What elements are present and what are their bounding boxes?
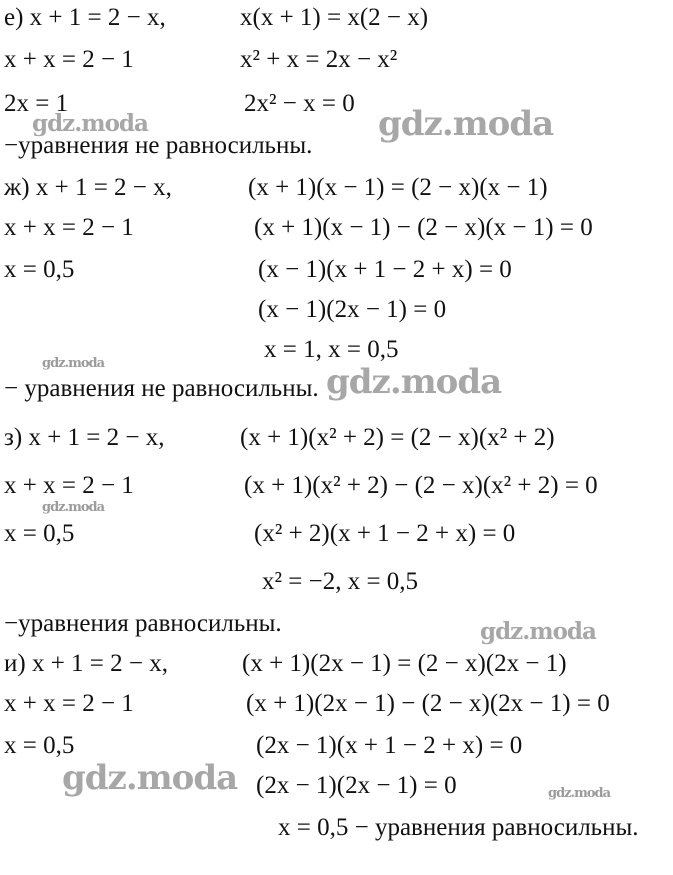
eq-zh-right-3: (x − 1)(x + 1 − 2 + x) = 0 <box>258 256 512 283</box>
eq-i-right-3: (2x − 1)(x + 1 − 2 + x) = 0 <box>256 732 523 759</box>
eq-z-right-1: (x + 1)(x² + 2) = (2 − x)(x² + 2) <box>240 424 555 451</box>
watermark-text: gdz.moda <box>548 786 611 801</box>
eq-z-right-3: (x² + 2)(x + 1 − 2 + x) = 0 <box>254 520 516 547</box>
eq-z-left-3: x = 0,5 <box>4 520 75 547</box>
eq-z-conclusion: −уравнения равносильны. <box>4 610 282 637</box>
eq-z-right-2: (x + 1)(x² + 2) − (2 − x)(x² + 2) = 0 <box>244 472 598 499</box>
watermark-text: gdz.moda <box>480 618 596 645</box>
eq-zh-right-2: (x + 1)(x − 1) − (2 − x)(x − 1) = 0 <box>254 214 593 241</box>
eq-zh-label: ж) x + 1 = 2 − x, <box>4 174 172 201</box>
eq-zh-right-5: x = 1, x = 0,5 <box>264 336 399 363</box>
eq-zh-left-3: x = 0,5 <box>4 256 75 283</box>
eq-e-left-2: x + x = 2 − 1 <box>4 46 134 73</box>
eq-zh-right-1: (x + 1)(x − 1) = (2 − x)(x − 1) <box>248 174 548 201</box>
watermark-text: gdz.moda <box>378 104 554 144</box>
eq-i-left-3: x = 0,5 <box>4 732 75 759</box>
eq-e-right-1: x(x + 1) = x(2 − x) <box>240 4 429 31</box>
eq-zh-left-2: x + x = 2 − 1 <box>4 214 134 241</box>
watermark-text: gdz.moda <box>62 758 238 798</box>
watermark-text: gdz.moda <box>326 362 502 402</box>
eq-e-conclusion: −уравнения не равносильны. <box>4 132 313 159</box>
eq-zh-right-4: (x − 1)(2x − 1) = 0 <box>258 296 447 323</box>
eq-e-right-3: 2x² − x = 0 <box>244 90 355 117</box>
eq-i-label: и) x + 1 = 2 − x, <box>4 650 169 677</box>
watermark-text: gdz.moda <box>42 356 105 371</box>
eq-e-right-2: x² + x = 2x − x² <box>240 46 398 73</box>
eq-i-right-5: x = 0,5 − уравнения равносильны. <box>278 814 639 841</box>
eq-e-label: е) x + 1 = 2 − x, <box>4 4 166 31</box>
eq-i-right-2: (x + 1)(2x − 1) − (2 − x)(2x − 1) = 0 <box>246 690 610 717</box>
eq-i-right-4: (2x − 1)(2x − 1) = 0 <box>256 772 457 799</box>
eq-e-left-3: 2x = 1 <box>4 90 69 117</box>
eq-i-right-1: (x + 1)(2x − 1) = (2 − x)(2x − 1) <box>242 650 567 677</box>
watermark-text: gdz.moda <box>32 110 148 137</box>
eq-z-label: з) x + 1 = 2 − x, <box>4 424 165 451</box>
eq-zh-conclusion: − уравнения не равносильны. <box>4 375 319 402</box>
eq-z-left-2: x + x = 2 − 1 <box>4 472 134 499</box>
watermark-text: gdz.moda <box>42 500 105 515</box>
eq-z-right-4: x² = −2, x = 0,5 <box>262 568 419 595</box>
eq-i-left-2: x + x = 2 − 1 <box>4 690 134 717</box>
